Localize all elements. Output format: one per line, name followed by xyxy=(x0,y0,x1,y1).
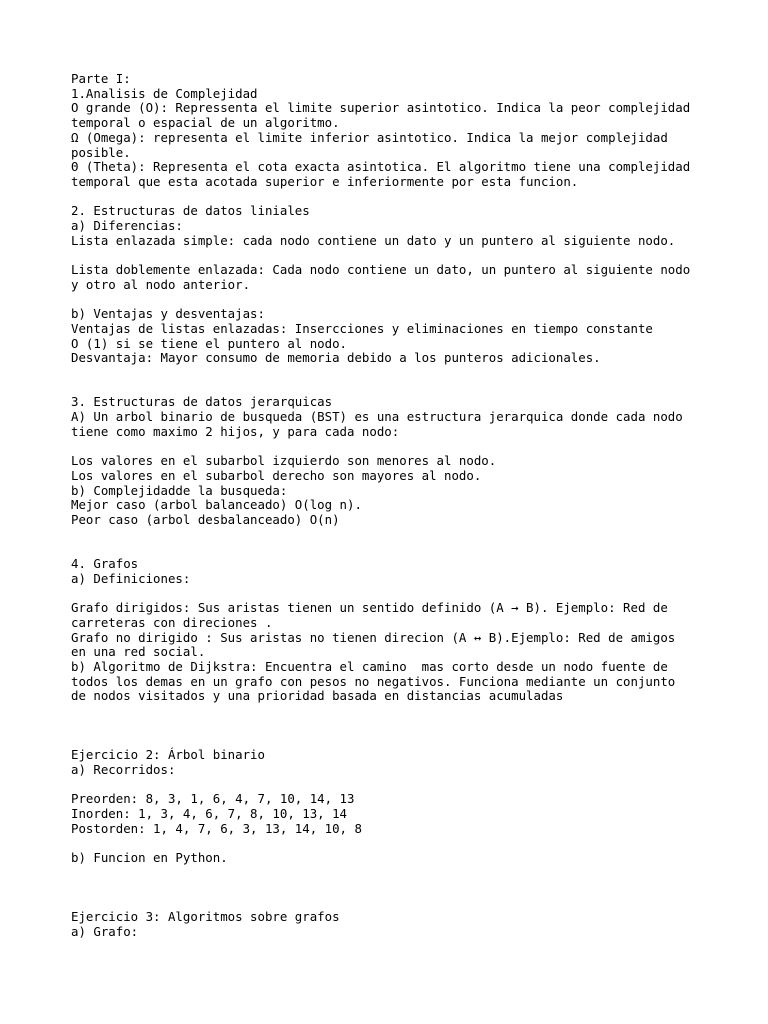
text-line: a) Definiciones: xyxy=(71,570,191,586)
text-line xyxy=(71,366,731,381)
text-line xyxy=(71,440,731,455)
text-line xyxy=(71,704,731,719)
text-line: 1.Analisis de Complejidad xyxy=(71,85,258,101)
text-line: temporal que esta acotada superior e inferiormente por esta funcion. xyxy=(71,173,579,189)
text-line xyxy=(71,778,731,793)
text-line: posible. xyxy=(71,144,131,160)
text-line: b) Algoritmo de Dijkstra: Encuentra el camino mas corto desde un nodo fuente de xyxy=(71,658,668,674)
text-line: Los valores en el subarbol izquierdo son menores al nodo. xyxy=(71,453,497,469)
text-line: 4. Grafos xyxy=(71,556,139,572)
text-line: Parte I: xyxy=(71,71,131,86)
text-line: todos los demas en un grafo con pesos no negativos. Funciona mediante un conjunto xyxy=(71,673,676,689)
text-line: de nodos visitados y una prioridad basada en distancias acumuladas xyxy=(71,688,564,704)
text-line xyxy=(71,381,731,396)
text-line xyxy=(71,586,731,601)
document-body xyxy=(71,72,731,939)
text-line: a) Recorridos: xyxy=(71,761,176,777)
text-line: Ejercicio 2: Árbol binario xyxy=(71,747,265,763)
text-line: O grande (O): Repressenta el limite superior asintotico. Indica la peor complejidad xyxy=(71,100,691,116)
text-line xyxy=(71,528,731,543)
text-line: A) Un arbol binario de busqueda (BST) es una estructura jerarquica donde cada nodo xyxy=(71,409,683,425)
text-line: Ω (Omega): representa el limite inferior asintotico. Indica la mejor complejidad xyxy=(71,129,668,145)
text-line: Desvantaja: Mayor consumo de memoria debido a los punteros adicionales. xyxy=(71,350,601,366)
text-line: b) Ventajas y desventajas: xyxy=(71,306,265,322)
text-line xyxy=(71,190,731,205)
text-line: Preorden: 8, 3, 1, 6, 4, 7, 10, 14, 13 xyxy=(71,791,355,807)
text-line: Postorden: 1, 4, 7, 6, 3, 13, 14, 10, 8 xyxy=(71,820,362,836)
text-line: carreteras con direciones . xyxy=(71,614,273,630)
text-line: Ejercicio 3: Algoritmos sobre grafos xyxy=(71,908,340,924)
text-line xyxy=(71,248,731,263)
text-line: y otro al nodo anterior. xyxy=(71,276,251,292)
text-line: Mejor caso (arbol balanceado) O(log n). xyxy=(71,497,362,513)
text-line: Inorden: 1, 3, 4, 6, 7, 8, 10, 13, 14 xyxy=(71,805,348,821)
text-line xyxy=(71,733,731,748)
text-line xyxy=(71,895,731,910)
text-line: a) Diferencias: xyxy=(71,218,183,234)
text-line: Grafo no dirigido : Sus aristas no tienen direcion (A ↔ B).Ejemplo: Red de amigos xyxy=(71,629,676,645)
text-line: Peor caso (arbol desbalanceado) O(n) xyxy=(71,512,340,527)
text-line: temporal o espacial de un algoritmo. xyxy=(71,115,340,131)
text-line xyxy=(71,880,731,895)
text-line: Ventajas de listas enlazadas: Insercciones y eliminaciones en tiempo constante xyxy=(71,320,653,336)
text-line xyxy=(71,866,731,881)
text-line: Grafo dirigidos: Sus aristas tienen un sentido definido (A → B). Ejemplo: Red de xyxy=(71,600,668,616)
text-line: a) Grafo: xyxy=(71,923,139,939)
text-line: tiene como maximo 2 hijos, y para cada nodo: xyxy=(71,423,400,439)
text-line xyxy=(71,836,731,851)
text-line: Lista enlazada simple: cada nodo contiene un dato y un puntero al siguiente nodo. xyxy=(71,232,676,248)
text-line: en una red social. xyxy=(71,644,206,660)
text-line: 2. Estructuras de datos liniales xyxy=(71,203,310,219)
text-line: Los valores en el subarbol derecho son mayores al nodo. xyxy=(71,467,482,483)
text-line: O (1) si se tiene el puntero al nodo. xyxy=(71,335,348,351)
text-line: b) Funcion en Python. xyxy=(71,850,228,866)
text-line: b) Complejidadde la busqueda: xyxy=(71,482,288,498)
text-line: Θ (Theta): Representa el cota exacta asintotica. El algoritmo tiene una complejidad xyxy=(71,159,691,175)
text-line: 3. Estructuras de datos jerarquicas xyxy=(71,394,333,410)
text-line: Lista doblemente enlazada: Cada nodo contiene un dato, un puntero al siguiente nodo xyxy=(71,262,691,278)
text-line xyxy=(71,719,731,734)
text-line xyxy=(71,542,731,557)
text-line xyxy=(71,293,731,308)
